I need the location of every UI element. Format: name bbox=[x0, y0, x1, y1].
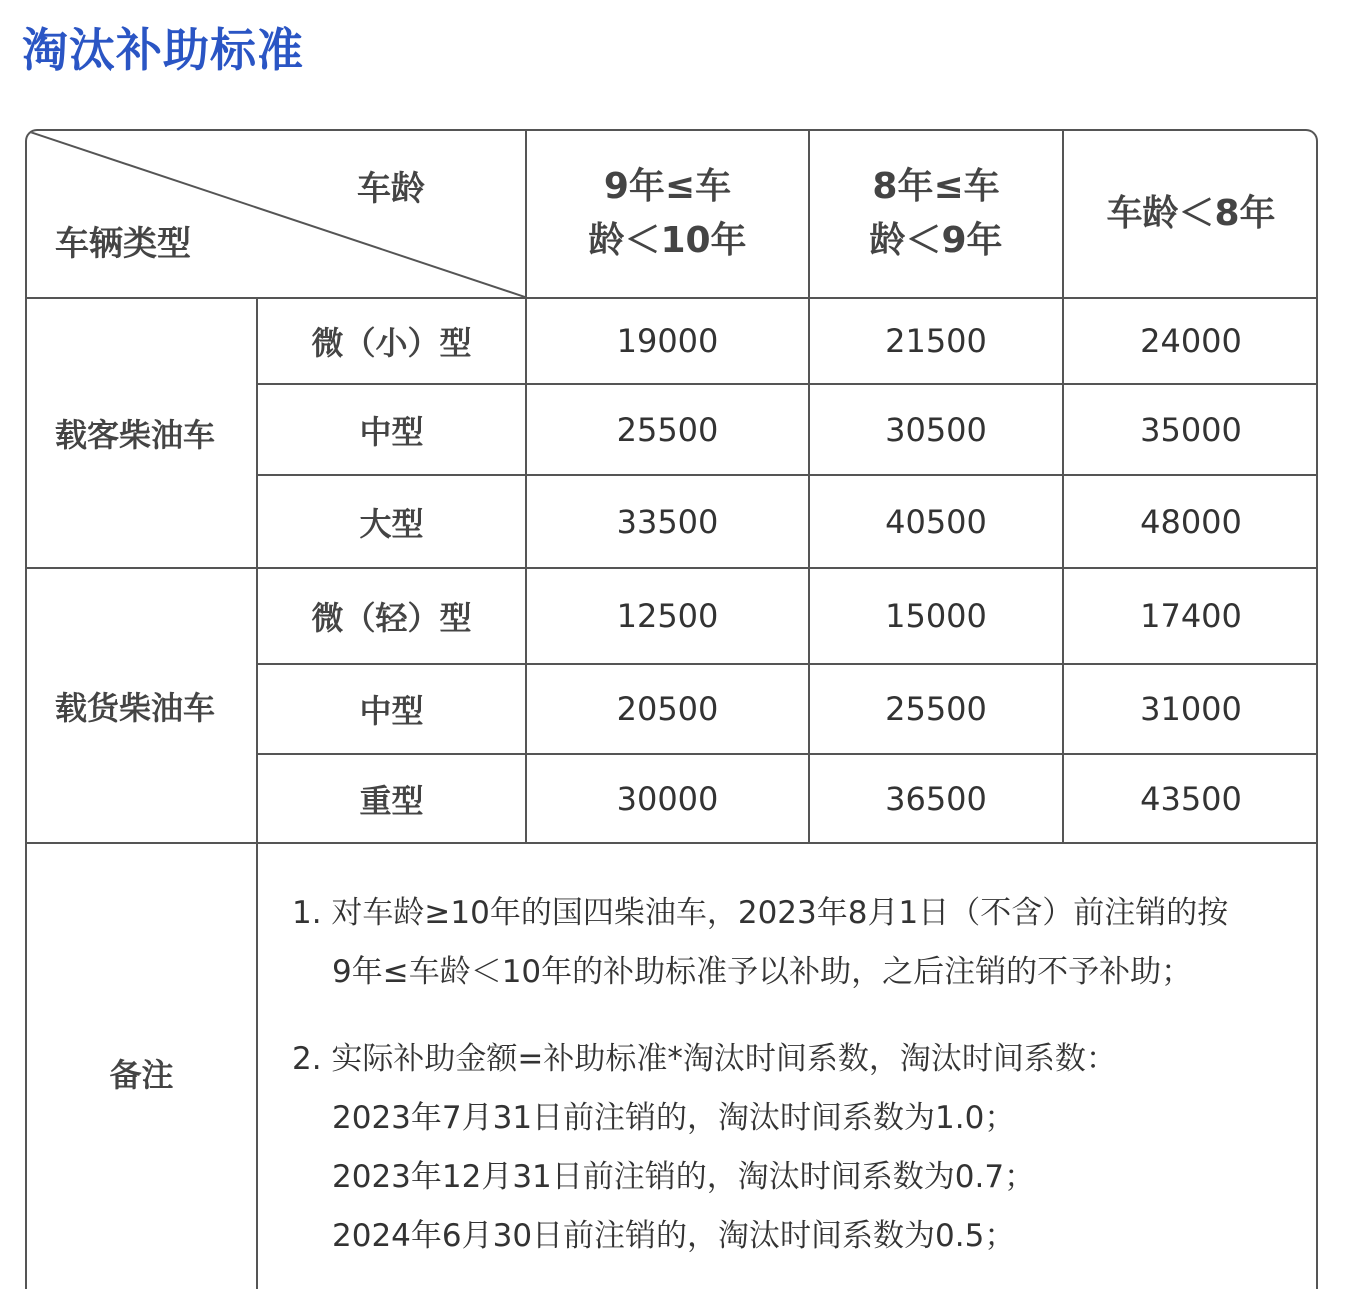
header-col1-line1: 9年≤车 bbox=[603, 166, 732, 207]
header-col3-line1: 车龄＜8年 bbox=[1106, 193, 1276, 234]
subsidy-table bbox=[25, 129, 1318, 1289]
note-item-2 bbox=[292, 1030, 1298, 1266]
note-item-1 bbox=[292, 884, 1298, 1002]
vehicle-type-cell: 微（轻）型 bbox=[257, 568, 526, 664]
value-cell: 25500 bbox=[526, 384, 809, 475]
page-title: 淘汰补助标准 bbox=[22, 23, 304, 77]
value-cell: 21500 bbox=[809, 298, 1063, 384]
header-vehicle-type-label: 车辆类型 bbox=[55, 224, 191, 264]
header-col-8-9-years bbox=[809, 130, 1063, 298]
note-2-line-3: 2024年6月30日前注销的，淘汰时间系数为0.5； bbox=[332, 1218, 1016, 1254]
value-cell: 25500 bbox=[809, 664, 1063, 754]
note-1-line-1: 9年≤车龄＜10年的补助标准予以补助，之后注销的不予补助； bbox=[332, 954, 1193, 990]
diagonal-divider bbox=[27, 131, 525, 297]
note-1-lead: 1. 对车龄≥10年的国四柴油车，2023年8月1日（不含）前注销的按 bbox=[292, 895, 1229, 931]
value-cell: 17400 bbox=[1063, 568, 1318, 664]
header-col-9-10-years bbox=[526, 130, 809, 298]
header-row bbox=[26, 130, 1318, 298]
value-cell: 30500 bbox=[809, 384, 1063, 475]
value-cell: 20500 bbox=[526, 664, 809, 754]
notes-row bbox=[26, 843, 1318, 1289]
table-row bbox=[26, 568, 1318, 664]
note-2-line-2: 2023年12月31日前注销的，淘汰时间系数为0.7； bbox=[332, 1159, 1036, 1195]
value-cell: 24000 bbox=[1063, 298, 1318, 384]
header-col2-line1: 8年≤车 bbox=[872, 166, 1000, 207]
vehicle-type-cell: 大型 bbox=[257, 475, 526, 568]
value-cell: 19000 bbox=[526, 298, 809, 384]
vehicle-type-cell: 中型 bbox=[257, 384, 526, 475]
header-col2-line2: 龄＜9年 bbox=[869, 220, 1003, 261]
header-col-under-8-years bbox=[1063, 130, 1318, 298]
diagonal-header-cell bbox=[26, 130, 526, 298]
group-label-freight-diesel: 载货柴油车 bbox=[26, 568, 257, 843]
group-label-passenger-diesel: 载客柴油车 bbox=[26, 298, 257, 568]
value-cell: 15000 bbox=[809, 568, 1063, 664]
value-cell: 48000 bbox=[1063, 475, 1318, 568]
subsidy-table-container bbox=[25, 129, 1318, 1289]
vehicle-type-cell: 中型 bbox=[257, 664, 526, 754]
value-cell: 30000 bbox=[526, 754, 809, 843]
value-cell: 35000 bbox=[1063, 384, 1318, 475]
value-cell: 36500 bbox=[809, 754, 1063, 843]
header-vehicle-age-label: 车龄 bbox=[357, 169, 425, 209]
note-2-line-1: 2023年7月31日前注销的，淘汰时间系数为1.0； bbox=[332, 1100, 1016, 1136]
value-cell: 33500 bbox=[526, 475, 809, 568]
value-cell: 43500 bbox=[1063, 754, 1318, 843]
value-cell: 12500 bbox=[526, 568, 809, 664]
header-col1-line2: 龄＜10年 bbox=[588, 220, 747, 261]
note-2-lead: 2. 实际补助金额=补助标准*淘汰时间系数，淘汰时间系数： bbox=[292, 1041, 1117, 1077]
table-row bbox=[26, 298, 1318, 384]
notes-label: 备注 bbox=[26, 843, 257, 1289]
value-cell: 40500 bbox=[809, 475, 1063, 568]
vehicle-type-cell: 微（小）型 bbox=[257, 298, 526, 384]
notes-content bbox=[257, 843, 1318, 1289]
value-cell: 31000 bbox=[1063, 664, 1318, 754]
vehicle-type-cell: 重型 bbox=[257, 754, 526, 843]
